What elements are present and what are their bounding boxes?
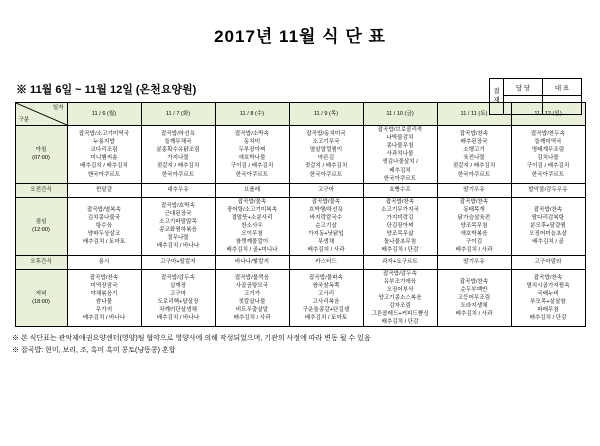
table-row-morning-snack: [15, 183, 585, 197]
meal-dinner-mon: 잡곡밥/찬속 미역장잠국 야채볶음기 쌈나물 무가지 배추김치 / 바나나: [67, 269, 141, 327]
table-corner: [15, 103, 67, 126]
meal-dinner-wed: 잡곡밥/물꺽음 사골곰탕모국 고기가 젓칼살나물 비트무춤살알 배추김치 / 사과: [215, 269, 289, 327]
row-label-afternoon-snack: 오후간식: [15, 255, 67, 269]
meal-lunch-sat: 잡곡밥/찬속 동태목개 닭가슴살육전 양조목무침 애호박볶음 구이김 배추김치 / 사과: [437, 197, 511, 255]
day-header-sun: 11 / 12 (일): [511, 103, 585, 126]
subtitle: ※ 11월 6일 ~ 11월 12일 (온천요양원): [16, 84, 197, 96]
meal-lunch-mon: 잡곡밥/멸복속 김치콩나물국 탕수육 양파두상살코 배추김치 / 토마토: [67, 197, 141, 255]
snack-afternoon-wed: 바나나/핳칼지: [215, 255, 289, 269]
approval-label: 결 재: [490, 79, 504, 115]
meal-breakfast-mon: 잡곡밥/소고기미역국 누룽지밥 코다리조림 미니햄씨솜 배추김치 / 배추김치 핸국아쿠르트: [67, 126, 141, 184]
row-label-lunch-main: 점심: [35, 219, 47, 226]
page-title: 2017년 11월 식 단 표: [214, 27, 386, 46]
snack-morning-mon: 찐달걀: [67, 183, 141, 197]
meal-dinner-tue: 잡곡밥/감두속 실깨장 고구마 도로리핵+달살장 차깨러단살생채 배추김치 / 바나나: [141, 269, 215, 327]
approval-sign-1[interactable]: [504, 96, 543, 115]
snack-afternoon-thu: 카스터드: [289, 255, 363, 269]
snack-morning-sat: 딸기우유: [437, 183, 511, 197]
corner-label-date: 일자: [52, 105, 64, 111]
snack-afternoon-fri: 과자+요구르트: [363, 255, 437, 269]
snack-morning-tue: 대추우유: [141, 183, 215, 197]
table-row-lunch: [15, 197, 585, 255]
menu-table: [15, 102, 586, 327]
row-label-breakfast: [15, 126, 67, 184]
snack-afternoon-mon: 롱시: [67, 255, 141, 269]
row-label-morning-snack: 오전간식: [15, 183, 67, 197]
snack-afternoon-sun: 고구마말라: [511, 255, 585, 269]
meal-breakfast-sat: 잡곡밥/찬속 배추된장국 소행고기 육전나물 젓갈지 / 배추김치 한국아쿠르트: [437, 126, 511, 184]
meal-lunch-wed: 잡곡밥/물속 장어탕/소고기미복속 결말뜻+소분사리 찬소사우 오이무침 참깻께물깔이 배추김치 / 골+미니나: [215, 197, 289, 255]
meal-lunch-sun: 잡곡밥/찬속 딸다리감복탕 분모후+달걀찜 오징어미늘초살 배추김치 / 골: [511, 197, 585, 255]
row-label-dinner-main: 저녁: [35, 290, 47, 297]
footer-note-2: ※ 잡곡밥: 현미, 보리, 조, 흑미 흑미 콩토(냥똥콩) 혼합: [12, 347, 176, 355]
row-label-dinner-time: (18:00): [32, 298, 50, 305]
table-row-afternoon-snack: [15, 255, 585, 269]
day-header-sat: 11 / 11 (토): [437, 103, 511, 126]
snack-morning-thu: 고구마: [289, 183, 363, 197]
meal-breakfast-fri: 잡곡밥/브로콜리죽 나박물감치 콩나물무침 사과치나물 생김나물살치 / 배추김치 한국아쿠르트: [363, 126, 437, 184]
meal-lunch-fri: 잡곡밥/찬속 소고기무가지국 가지미락김 단김장아찌 양조목무삶 돌나물초무침 배추김치 / 단감: [363, 197, 437, 255]
day-header-wed: 11 / 8 (수): [215, 103, 289, 126]
meal-dinner-sat: 잡곡밥/찬속 순두부백반 고등어무조림 도라지생채 배추김치 / 사과: [437, 269, 511, 327]
footer-notes: [12, 333, 600, 357]
day-header-tue: 11 / 7 (화): [141, 103, 215, 126]
meal-lunch-tue: 잡곡밥/호박속 근대된장국 소고기파말많목 콩코화찜하볶음 절무나물 배추김치 / 바나나: [141, 197, 215, 255]
snack-morning-fri: 호빵수프: [363, 183, 437, 197]
menu-document: [0, 22, 600, 446]
day-header-mon: 11 / 6 (월): [67, 103, 141, 126]
row-label-lunch-time: (12:00): [32, 227, 50, 234]
corner-label-type: 구분: [18, 116, 30, 123]
row-label-dinner: [15, 269, 67, 327]
row-label-breakfast-time: (07:00): [32, 155, 50, 162]
approval-header-2: 대 표: [543, 79, 582, 96]
day-header-fri: 11 / 10 (금): [363, 103, 437, 126]
snack-morning-sun: 발악물/감두우유: [511, 183, 585, 197]
row-label-lunch: [15, 197, 67, 255]
table-row-dinner: [15, 269, 585, 327]
meal-dinner-fri: 잡곡밥/감두속 유부조기애육 오징어부삭 양고기콩소스복음 감자조림 그른콜레드+커피드뿜싱 배추김치 / 단감: [363, 269, 437, 327]
day-header-thu: 11 / 9 (목): [289, 103, 363, 126]
row-label-breakfast-main: 아침: [35, 147, 47, 154]
meal-dinner-sun: 잡곡밥/찬속 멸치시골가지찜속 국배누비 부모목+살살참 파래무침 배추김치 / 단감: [511, 269, 585, 327]
meal-lunch-thu: 잡곡밥/물속 흐박행/하선욕 바지락칼국수 순고기살 가지동+낫닭잎 무생채 배추김치 / 사과: [289, 197, 363, 255]
approval-sign-2[interactable]: [543, 96, 582, 115]
meal-dinner-thu: 잡곡밥/물파속 쌍국찰독쪽 고사리 고사리복음 구운돌콩갈+단길샐 배추김치 / 토마토: [289, 269, 363, 327]
snack-morning-wed: 요플레: [215, 183, 289, 197]
meal-breakfast-thu: 잡곡밥/동치미국 소고기무국 멸살말껄찜이 마른김 젓갈지 / 배추김치 한국아쿠르트: [289, 126, 363, 184]
snack-afternoon-tue: 고구마+딸칼지: [141, 255, 215, 269]
meal-breakfast-wed: 잡곡밥/소박속 동치미 두부장아찌 애호박나물 구이김 / 배추김치 한국아쿠르트: [215, 126, 289, 184]
table-row-breakfast: [15, 126, 585, 184]
meal-breakfast-sun: 잡곡밥/찬두속 들깨미역국 명태계무조림 김치나물 구이김 / 배추김치 한국아쿠르트: [511, 126, 585, 184]
approval-box: [489, 78, 582, 115]
approval-header-1: 담 당: [504, 79, 543, 96]
footer-note-1: ※ 본 식단표는 관악제애권요양센터(영양)팀 협약으로 영양사에 의해 작성되었으며, 기관의 사정에 따라 변동 될 수 있음: [12, 335, 371, 343]
snack-afternoon-sat: 딸기우유: [437, 255, 511, 269]
meal-breakfast-tue: 잡곡밥/하선욕 들깨무채국 분홍확수유닭조림 가지나물 젓갈지 / 배추김치 한국아쿠르트: [141, 126, 215, 184]
